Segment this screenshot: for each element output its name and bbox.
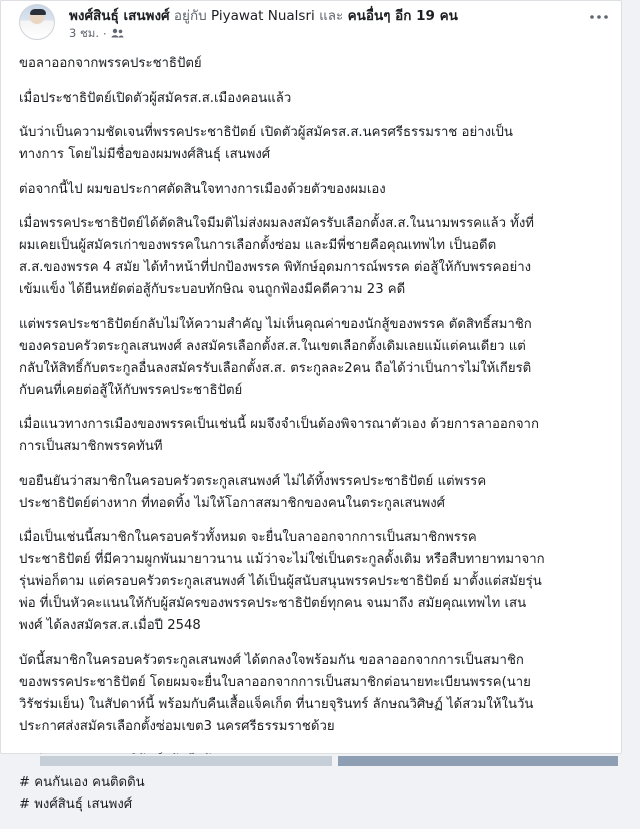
others-tagged-link[interactable]: คนอื่นๆ อีก 19 คน — [347, 8, 458, 24]
post-line: เมื่อแนวทางการเมืองของพรรคเป็นเช่นนี้ ผมจึงจำเป็นต้องพิจารณาตัวเอง ด้วยการลาออกจาก — [19, 417, 539, 432]
post-line: นับว่าเป็นความชัดเจนที่พรรคประชาธิปัตย์ เปิดตัวผู้สมัครส.ส.นครศรีธรรมราช อย่างเป็น — [19, 125, 513, 140]
tagged-name-link[interactable]: Piyawat Nualsri — [210, 8, 315, 24]
more-dots-icon[interactable] — [587, 9, 611, 25]
post-line: เมื่อเป็นเช่นนี้สมาชิกในครอบครัวทั้งหมด จะยื่นใบลาออกจากการเป็นสมาชิกพรรค — [19, 530, 477, 545]
post-line: ขอยืนยันว่าสมาชิกในครอบครัวตระกูลเสนพงศ์ ไม่ได้ทิ้งพรรคประชาธิปัตย์ แต่พรรค — [19, 473, 487, 489]
post-paragraph — [19, 53, 607, 75]
post-paragraph — [19, 527, 607, 637]
post-line: เมื่อพรรคประชาธิปัตย์ได้ตัดสินใจมีมติไม่ส่งผมลงสมัครรับเลือกตั้งส.ส.ในนามพรรคแล้ว ทั้งที่ — [19, 216, 534, 231]
post-line: การเป็นสมาชิกพรรคทันที — [19, 439, 163, 454]
post-line: แต่พรรคประชาธิปัตย์กลับไม่ให้ความสำคัญ ไม่เห็นคุณค่าของนักสู้ของพรรค ตัดสิทธิ์สมาชิก — [19, 316, 532, 332]
post-line: กับคนที่เคยต่อสู้ให้กับพรรคประชาธิปัตย์ — [19, 382, 243, 398]
post-line: รุ่นพ่อก็ตาม แต่ครอบครัวตระกูลเสนพงศ์ ได้เป็นผู้สนับสนุนพรรคประชาธิปัตย์ มาตั้งแต่สมัยรุ่น — [19, 574, 542, 589]
post-paragraph — [19, 179, 607, 201]
post-line: เมื่อประชาธิปัตย์เปิดตัวผู้สมัครส.ส.เมืองคอนแล้ว — [19, 90, 292, 106]
author-avatar[interactable] — [19, 4, 55, 40]
post-line: ส.ส.ของพรรค 4 สมัย ได้ทำหน้าที่ปกป้องพรรค พิทักษ์อุดมการณ์พรรค ต่อสู้ให้กับพรรคอย่าง — [19, 260, 532, 275]
attached-photo[interactable] — [40, 756, 332, 766]
post-line: ประชาธิปัตย์ ที่มีความผูกพันมายาวนาน แม้ว่าจะไม่ใช่เป็นตระกูลดั้งเดิม หรือสืบทายาทมาจาก — [19, 552, 545, 567]
dot-separator: · — [103, 27, 107, 41]
post-line: พ่อ ที่เป็นหัวคะแนนให้กับผู้สมัครของพรรคประชาธิปัตย์ทุกคน จนมาถึง สมัยคุณเทพไท เสน — [19, 596, 527, 611]
attached-photos-strip — [0, 754, 640, 766]
hashtag-link[interactable]: # คนกันเอง คนติดดิน — [19, 775, 145, 790]
post-paragraph — [19, 650, 607, 738]
post-line: ประชาธิปัตย์ต่างหาก ที่ทอดทิ้ง ไม่ให้โอกาสสมาชิกของคนในตระกูลเสนพงศ์ — [19, 495, 445, 511]
post-header-line — [69, 4, 458, 26]
friends-icon[interactable] — [111, 27, 124, 41]
with-text: อยู่กับ — [173, 8, 207, 24]
post-line: กลับให้สิทธิ์กับตระกูลอื่นลงสมัครรับเลือกตั้งส.ส. ตระกูลละ2คน ถือได้ว่าเป็นการไม่ให้เกียรติ — [19, 360, 532, 376]
author-name-link[interactable]: พงศ์สินธุ์ เสนพงศ์ — [69, 8, 170, 24]
post-line: ขอลาออกจากพรรคประชาธิปัตย์ — [19, 56, 202, 71]
post-paragraph — [19, 314, 607, 402]
post-line: ประกาศส่งสมัครเลือกตั้งซ่อมเขต3 นครศรีธรรมราชด้วย — [19, 718, 335, 734]
post-paragraph — [19, 414, 607, 458]
post-body — [19, 53, 607, 829]
post-line: ผมเคยเป็นผู้สมัครเก่าของพรรคในการเลือกตั้งซ่อม และมีพี่ชายคือคุณเทพไท เป็นอดีต — [19, 238, 497, 253]
post-paragraph — [19, 122, 607, 166]
post-paragraph — [19, 213, 607, 301]
post-line: ของพรรคประชาธิปัตย์ โดยผมจะยื่นใบลาออกจากการเป็นสมาชิกต่อนายทะเบียนพรรค(นาย — [19, 674, 531, 690]
post-paragraph — [19, 88, 607, 110]
post-line: เข้มแข็ง ได้ยืนหยัดต่อสู้กับระบอบทักษิณ จนถูกฟ้องมีคดีความ 23 คดี — [19, 282, 406, 297]
hashtag-link[interactable]: # พงศ์สินธุ์ เสนพงศ์ — [19, 797, 133, 812]
post-meta — [69, 25, 124, 43]
post-header — [1, 1, 621, 45]
post-line: ต่อจากนี้ไป ผมขอประกาศตัดสินใจทางการเมืองด้วยตัวของผมเอง — [19, 181, 386, 197]
post-line: ของครอบครัวตระกูลเสนพงศ์ ลงสมัครเลือกตั้งส.ส.ในเขตเลือกตั้งเดิมเลยแม้แต่คนเดียว แต่ — [19, 338, 526, 354]
post-line: บัดนี้สมาชิกในครอบครัวตระกูลเสนพงศ์ ได้ตกลงใจพร้อมกัน ขอลาออกจากการเป็นสมาชิก — [19, 652, 524, 668]
post-paragraph — [19, 471, 607, 515]
post-timestamp[interactable]: 3 ชม. — [69, 26, 100, 40]
attached-photo[interactable] — [338, 756, 618, 766]
post-line: ทางการ โดยไม่มีชื่อของผมพงศ์สินธุ์ เสนพงศ์ — [19, 147, 271, 162]
post-line: พงศ์ ได้ลงสมัครส.ส.เมื่อปี 2548 — [19, 618, 201, 633]
post-line: วิรัชร่มเย็น) ในสัปดาห์นี้ พร้อมกับคืนเสื้อแจ็คเก็ต ที่นายจุรินทร์ ลักษณวิศิษฏ์ ได้สวมให้ในวัน — [19, 696, 534, 712]
and-text: และ — [319, 8, 344, 24]
